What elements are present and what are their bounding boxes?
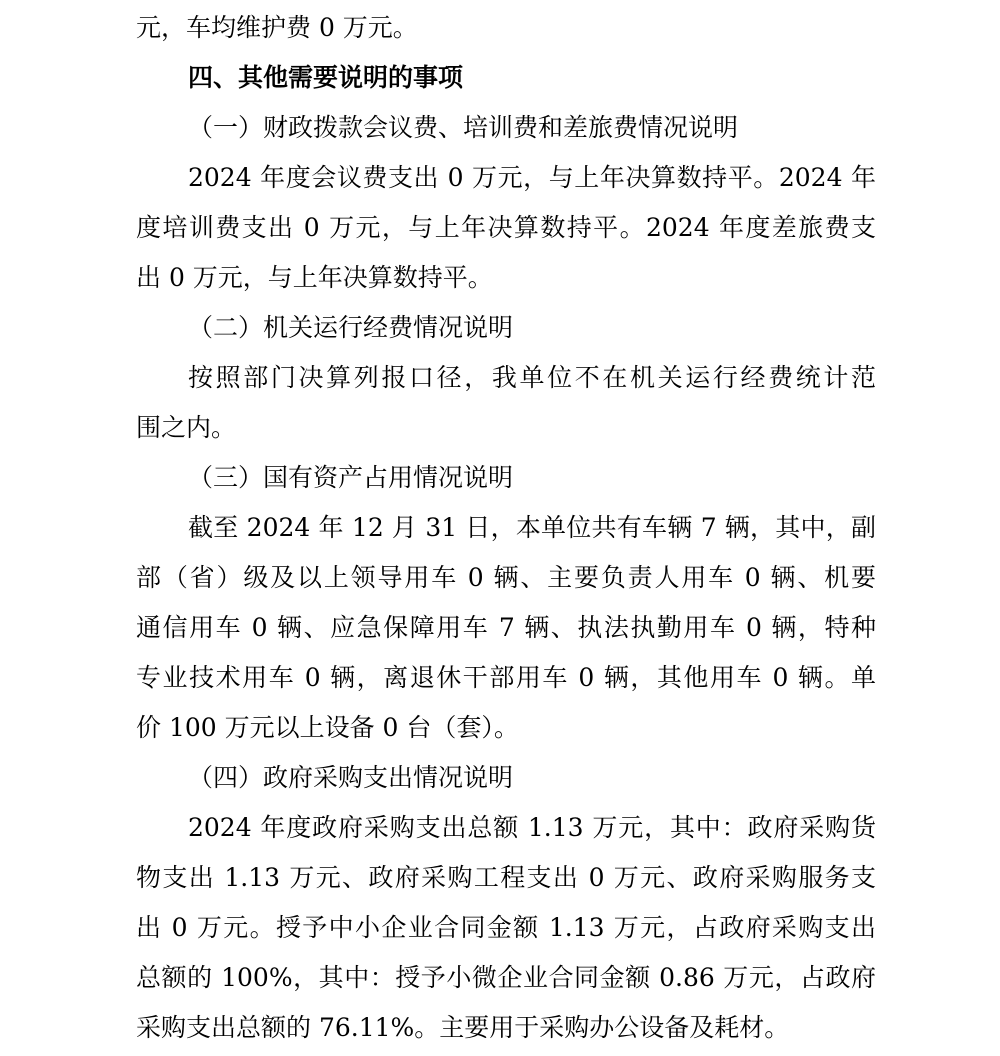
subsection-heading: （四）政府采购支出情况说明	[188, 763, 514, 792]
body-text-line: 出 0 万元。授予中小企业合同金额 1.13 万元，占政府采购支出	[136, 913, 876, 942]
body-text-line: 2024 年度会议费支出 0 万元，与上年决算数持平。2024 年	[188, 163, 876, 192]
body-text-line: 截至 2024 年 12 月 31 日，本单位共有车辆 7 辆，其中，副	[188, 513, 876, 542]
body-text-line: 总额的 100%，其中：授予小微企业合同金额 0.86 万元，占政府	[136, 963, 876, 992]
body-text-line: 采购支出总额的 76.11%。主要用于采购办公设备及耗材。	[136, 1013, 790, 1042]
body-text-line: 围之内。	[136, 413, 237, 442]
body-text-line: 元，车均维护费 0 万元。	[136, 13, 418, 42]
subsection-heading: （一）财政拨款会议费、培训费和差旅费情况说明	[188, 113, 739, 142]
subsection-heading: （二）机关运行经费情况说明	[188, 313, 514, 342]
body-text-line: 通信用车 0 辆、应急保障用车 7 辆、执法执勤用车 0 辆，特种	[136, 613, 876, 642]
body-text-line: 物支出 1.13 万元、政府采购工程支出 0 万元、政府采购服务支	[136, 863, 876, 892]
body-text-line: 部（省）级及以上领导用车 0 辆、主要负责人用车 0 辆、机要	[136, 563, 876, 592]
section-heading: 四、其他需要说明的事项	[188, 63, 464, 92]
subsection-heading: （三）国有资产占用情况说明	[188, 463, 514, 492]
body-text-line: 价 100 万元以上设备 0 台（套）。	[136, 713, 519, 742]
body-text-line: 专业技术用车 0 辆，离退休干部用车 0 辆，其他用车 0 辆。单	[136, 663, 876, 692]
body-text-line: 按照部门决算列报口径，我单位不在机关运行经费统计范	[188, 363, 876, 392]
body-text-line: 出 0 万元，与上年决算数持平。	[136, 263, 493, 292]
body-text-line: 2024 年度政府采购支出总额 1.13 万元，其中：政府采购货	[188, 813, 876, 842]
body-text-line: 度培训费支出 0 万元，与上年决算数持平。2024 年度差旅费支	[136, 213, 876, 242]
